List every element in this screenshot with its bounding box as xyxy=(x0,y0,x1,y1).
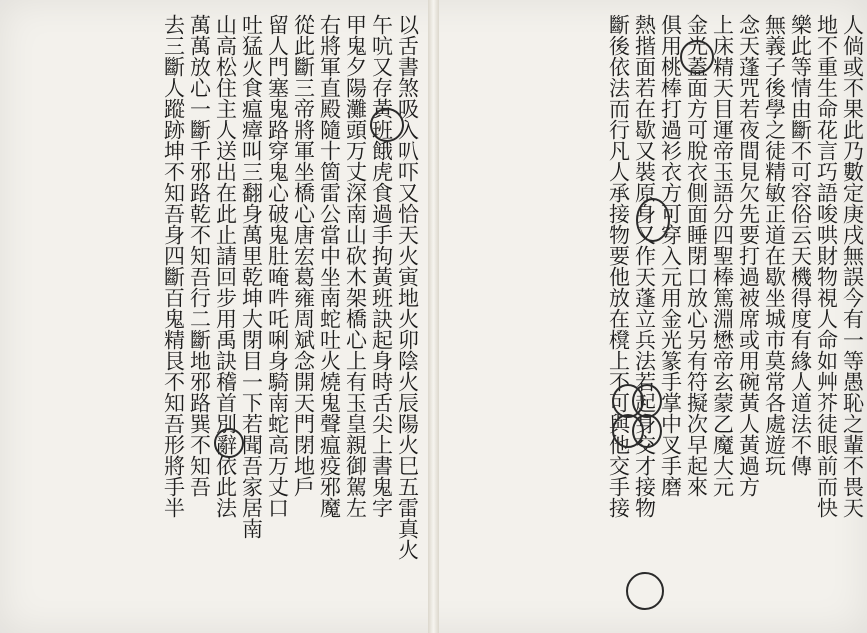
circle-mark-icon xyxy=(636,198,670,242)
text-column: 念天蓬咒若夜間見欠先要打過被席或用碗黃人黃過方 xyxy=(736,14,761,497)
right-page xyxy=(439,0,867,633)
circle-mark-icon xyxy=(214,428,244,458)
text-column: 去三斷人蹤跡坤不知吾身四斷百鬼精艮不知吾形將手半 xyxy=(161,14,186,518)
circle-mark-icon xyxy=(370,108,404,142)
text-column: 無義子後學之徒精敏正道在歇坐城市莫常各處遊玩 xyxy=(762,14,787,476)
text-column: 熱揩面若在歇又裝原身又作天蓬立兵法若起身交才接物 xyxy=(632,14,657,518)
book-gutter xyxy=(428,0,439,633)
text-column: 吐猛火食瘟瘴叫三翻身萬里乾坤大閉目一下若聞吾家居南 xyxy=(239,14,264,539)
text-column: 人倘或不果此乃數定庚戌無誤今有一等愚恥之輩不畏天 xyxy=(840,14,865,518)
text-column: 留人門塞鬼路穿鬼心破鬼肚唵吽吒唎身騎南蛇高万丈口 xyxy=(265,14,290,518)
circle-mark-icon xyxy=(680,40,714,74)
text-column: 右將軍直殿隨十箇雷公當中坐南蛇吐火燒鬼聲瘟疫邪魔 xyxy=(317,14,342,518)
text-column: 午吭又存黃班餓虎食過手拘黃班訣起身時舌尖上書鬼字 xyxy=(369,14,394,518)
text-column: 地不重生命花言巧語唆哄財物視人命如艸芥徒眼前而快 xyxy=(814,14,839,518)
text-column: 以舌書煞吸入叭吓又恰天火寅地火卯陰火辰陽火巳五雷真火 xyxy=(395,14,420,560)
circle-mark-icon xyxy=(632,414,662,448)
text-column: 山高松住主人送出在此止請回步用禹訣稽首別辭依此法 xyxy=(213,14,238,518)
text-column: 俱用桃棒打過衫衣方可穿入元用金光篆手掌中叉手磨 xyxy=(658,14,683,497)
text-column: 上床精天目運帝玉語分四聖棒篤淵懋帝玄蒙乙魔大元 xyxy=(710,14,735,497)
text-column: 萬萬放心一斷千邪路乾不知吾行二斷地邪路巽不知吾 xyxy=(187,14,212,497)
text-column: 金光蓋面方可脫衣側面睡閉口放心另有符擬次早起來 xyxy=(684,14,709,497)
text-column: 樂此等情由斷不可容俗云天機得度有緣人道法不傳 xyxy=(788,14,813,476)
left-page xyxy=(0,0,428,633)
text-column: 甲鬼夕陽灘頭万丈深南山砍木架橋心上有玉皇親御駕左 xyxy=(343,14,368,518)
text-column: 從此斷三帝將軍坐橋心唐宏葛雍周斌念開天門閉地戶 xyxy=(291,14,316,497)
circle-mark-icon xyxy=(632,384,662,418)
circle-mark-icon xyxy=(626,572,664,610)
text-column: 斷後依法而行凡人承接物要他放在櫈上不可與他交手接 xyxy=(606,14,631,518)
